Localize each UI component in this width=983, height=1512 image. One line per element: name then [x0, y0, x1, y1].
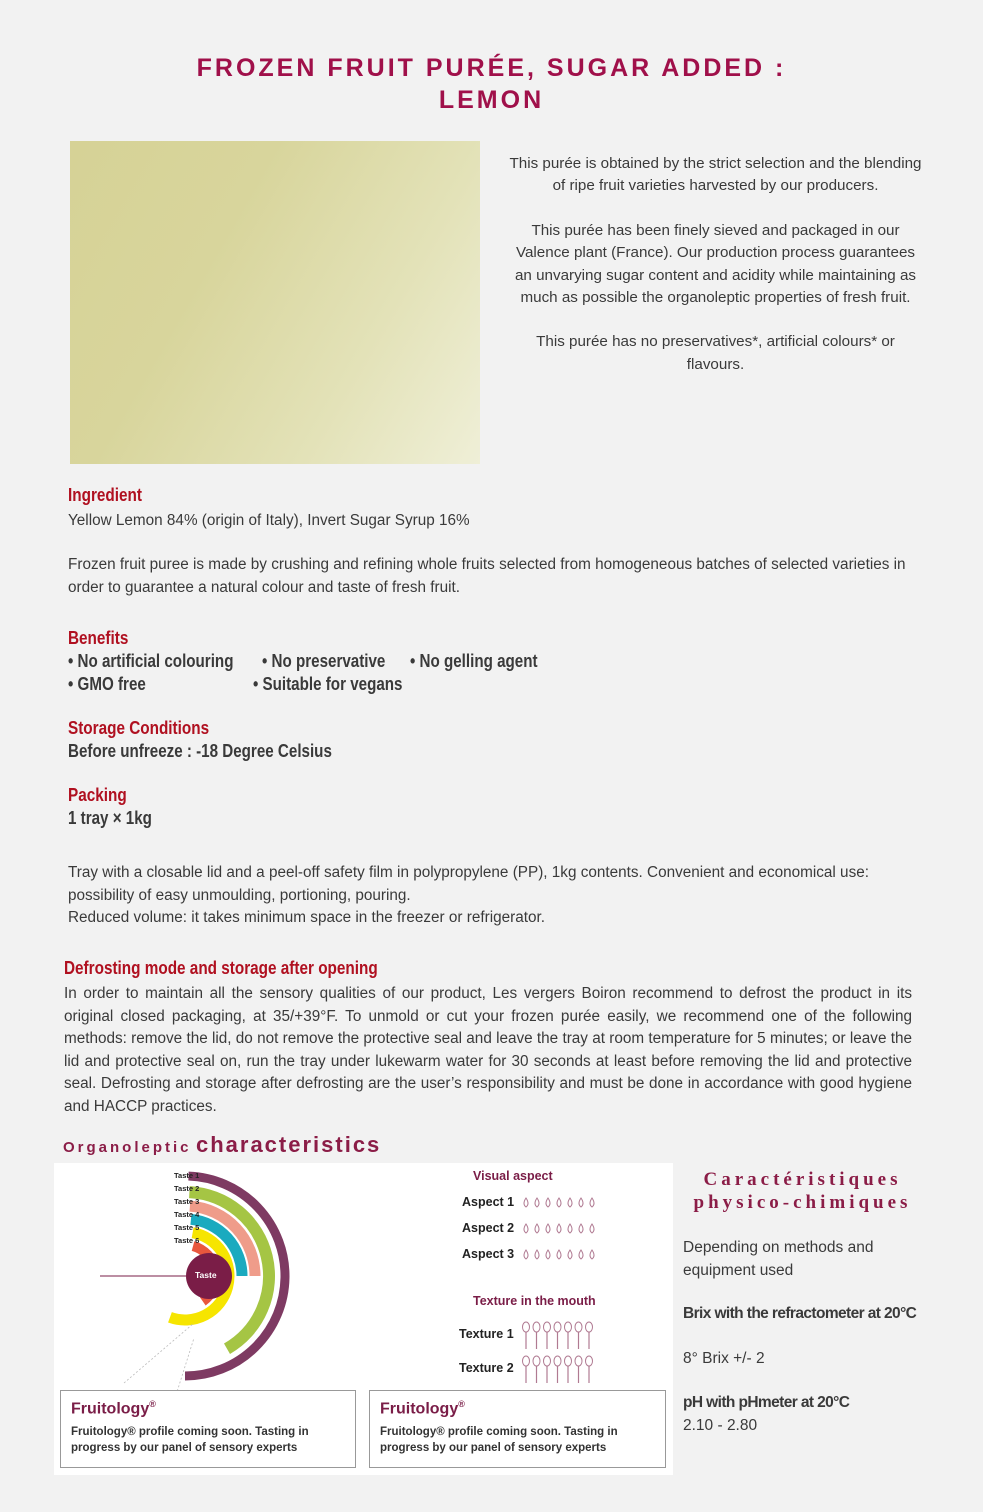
fruitology-text: Fruitology® profile coming soon. Tasting in progress by our panel of sensory experts: [71, 1426, 309, 1455]
title-line-2: LEMON: [438, 86, 545, 114]
benefits-heading: Benefits: [68, 628, 129, 648]
intro-paragraph: This purée has no preservatives*, artificial colours* or flavours.: [536, 333, 895, 373]
physico-heading: Caractéristiques physico-chimiques: [693, 1169, 912, 1213]
storage-heading: Storage Conditions: [68, 718, 210, 738]
drop-icon: [535, 1224, 539, 1233]
drop-icon: [557, 1250, 561, 1259]
drop-icon: [590, 1250, 594, 1259]
taste-label: Taste 3: [174, 1197, 200, 1206]
benefit-item: • No artificial colouring: [68, 650, 234, 671]
visual-aspect-heading: Visual aspect: [473, 1169, 553, 1183]
product-image: [70, 141, 480, 464]
texture-label: Texture 2: [459, 1361, 514, 1375]
ingredient-line: Yellow Lemon 84% (origin of Italy), Invert Sugar Syrup 16%: [68, 512, 470, 529]
spoon-icon: [575, 1322, 582, 1332]
fruitology-title: Fruitology®: [380, 1399, 465, 1418]
spoon-icon: [523, 1356, 530, 1366]
intro-paragraph: This purée is obtained by the strict selection and the blending of ripe fruit varieties harvested by our producers.: [509, 155, 922, 195]
spoon-icon: [586, 1356, 593, 1366]
drop-icon: [524, 1224, 528, 1233]
drop-icon: [557, 1224, 561, 1233]
fruitology-box: [60, 1390, 356, 1468]
spoon-icon: [544, 1356, 551, 1366]
drop-icon: [590, 1224, 594, 1233]
drop-icon: [579, 1250, 583, 1259]
spoon-icon: [533, 1356, 540, 1366]
ph-value: 2.10 - 2.80: [683, 1417, 758, 1434]
packing-description: Tray with a closable lid and a peel-off safety film in polypropylene (PP), 1kg contents. Convenient and economical use: possibility of easy unmoulding, portioning, pouring. Reduced volume: it takes minimum space in the freezer or refrigerator.: [68, 864, 869, 926]
organoleptic-title: Organoleptic characteristics: [63, 1132, 382, 1157]
page-title: [0, 52, 983, 116]
brix-value: 8° Brix +/- 2: [683, 1350, 765, 1367]
benefit-item: • No preservative: [262, 650, 386, 671]
physico-note: Depending on methods and equipment used: [683, 1239, 874, 1279]
taste-center-label: Taste: [195, 1270, 217, 1280]
drop-icon: [524, 1250, 528, 1259]
fruitology-title: Fruitology®: [71, 1399, 156, 1418]
drop-icon: [546, 1250, 550, 1259]
drop-icon: [568, 1250, 572, 1259]
texture-heading: Texture in the mouth: [473, 1294, 596, 1308]
drop-icon: [546, 1198, 550, 1207]
brix-label: Brix with the refractometer at 20°C: [683, 1305, 917, 1322]
drop-icon: [535, 1250, 539, 1259]
taste-label: Taste 1: [174, 1171, 200, 1180]
spoon-icon: [544, 1322, 551, 1332]
taste-label: Taste 2: [174, 1184, 200, 1193]
intro-paragraph: This purée has been finely sieved and packaged in our Valence plant (France). Our production process guarantees an unvarying sugar content and acidity while maintaining as much as possible the organoleptic properties of fresh fruit.: [514, 221, 917, 307]
guide-line: [124, 1323, 194, 1383]
texture-spoons: [522, 1319, 602, 1391]
spoon-icon: [586, 1322, 593, 1332]
drop-icon: [546, 1224, 550, 1233]
drop-icon: [535, 1198, 539, 1207]
fruitology-box: [369, 1390, 666, 1468]
drop-icon: [524, 1198, 528, 1207]
storage-line: Before unfreeze : -18 Degree Celsius: [68, 740, 332, 761]
ingredient-heading: Ingredient: [68, 485, 142, 505]
drop-icon: [579, 1224, 583, 1233]
spoon-icon: [533, 1322, 540, 1332]
spoon-icon: [565, 1356, 572, 1366]
title-line-1: FROZEN FRUIT PURÉE, SUGAR ADDED :: [196, 54, 787, 82]
aspect-label: Aspect 3: [462, 1247, 515, 1261]
intro-text: [508, 153, 923, 398]
organoleptic-panel: [54, 1163, 673, 1475]
taste-label: Taste 4: [174, 1210, 200, 1219]
drop-icon: [557, 1198, 561, 1207]
aspect-label: Aspect 1: [462, 1195, 515, 1209]
packing-line: 1 tray × 1kg: [68, 807, 152, 828]
ph-label: pH with pHmeter at 20°C: [683, 1394, 850, 1411]
spoon-icon: [565, 1322, 572, 1332]
spoon-icon: [554, 1356, 561, 1366]
taste-label: Taste 6: [174, 1236, 200, 1245]
defrosting-text: In order to maintain all the sensory qualities of our product, Les vergers Boiron recommend to defrost the product in its original closed packaging, at 35/+39°F. To unmold or cut your frozen purée easily, we recommend one of the following methods: remove the lid, do not remove the protective seal and leave the tray at room temperature for 5 minutes; or leave the lid and protective seal on, run the tray under lukewarm water for 30 seconds at least before removing the lid and protective seal. Defrosting and storage after defrosting are the user’s responsibility and must be done in accordance with good hygiene and HACCP practices.: [64, 985, 912, 1115]
ingredient-description: Frozen fruit puree is made by crushing and refining whole fruits selected from homogeneous batches of selected varieties in order to guarantee a natural colour and taste of fresh fruit.: [68, 556, 906, 596]
drop-icon: [568, 1224, 572, 1233]
aspect-label: Aspect 2: [462, 1221, 515, 1235]
packing-heading: Packing: [68, 785, 127, 805]
aspect-drops: [522, 1193, 612, 1273]
benefit-item: • No gelling agent: [410, 650, 538, 671]
benefit-item: • GMO free: [68, 673, 146, 694]
spoon-icon: [523, 1322, 530, 1332]
taste-label: Taste 5: [174, 1223, 200, 1232]
fruitology-text: Fruitology® profile coming soon. Tasting in progress by our panel of sensory experts: [380, 1426, 618, 1455]
drop-icon: [590, 1198, 594, 1207]
spoon-icon: [575, 1356, 582, 1366]
benefit-item: • Suitable for vegans: [253, 673, 403, 694]
texture-label: Texture 1: [459, 1327, 514, 1341]
defrosting-heading: Defrosting mode and storage after opening: [64, 958, 378, 978]
drop-icon: [568, 1198, 572, 1207]
drop-icon: [579, 1198, 583, 1207]
spoon-icon: [554, 1322, 561, 1332]
